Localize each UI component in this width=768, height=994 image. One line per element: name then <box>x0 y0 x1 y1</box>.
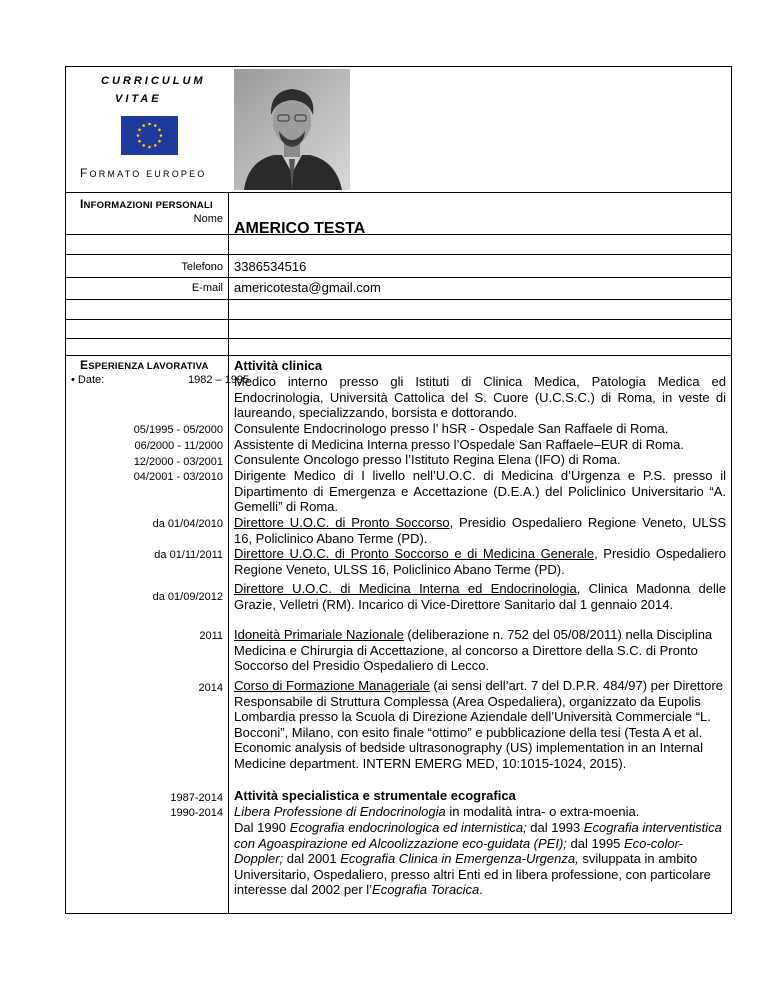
entry-text: Medico interno presso gli Istituti di Clinica Medica, Patologia Medica ed Endocrinologia, Università Cattolica del S. Cuore (U.C.S.C.) di Roma, in veste di laureando, specializzando, borsista e dottorando. <box>234 374 726 421</box>
entry-date: 06/2000 - 11/2000 <box>134 440 223 452</box>
phone-label: Telefono <box>181 261 223 273</box>
heading-ultrasound-activity: Attività specialistica e strumentale ecografica <box>234 788 516 803</box>
entry-text <box>234 581 726 612</box>
section-rest: NFORMAZIONI PERSONALI <box>83 200 213 211</box>
entry-role: Direttore U.O.C. di Medicina Interna ed Endocrinologia <box>234 581 577 596</box>
entry-text: Dirigente Medico di I livello nell’U.O.C. di Medicina d’Urgenza e P.S. presso il Dipartimento di Emergenza e Accettazione (D.E.A.) del Policlinico Universitario “A. Gemelli” di Roma. <box>234 468 726 515</box>
cv-title <box>101 72 206 108</box>
formato-rest: ORMATO EUROPEO <box>89 169 207 179</box>
section-rest: SPERIENZA LAVORATIVA <box>88 361 209 372</box>
eu-flag-icon <box>121 116 178 155</box>
entry-detail: (ai sensi dell’art. 7 del D.P.R. 484/97) per Direttore Responsabile di Struttura Complessa (Area Ospedaliera), organizzato da Eupolis Lombardia presso la Scuola di Direzione Aziendale dell’Università Commerciale “L. Bocconi”, Milano, con esito finale “ottimo” e pubblicazione della tesi (Testa A et al. Economic analysis of bedside ultrasonography (US) implementation in an Internal Medicine department. INTERN EMERG MED, 10:1015-1024, 2015). <box>234 678 723 771</box>
email-value[interactable]: americotesta@gmail.com <box>234 280 381 295</box>
entry-date: 04/2001 - 03/2010 <box>133 471 223 483</box>
heading-clinical-activity: Attività clinica <box>234 358 323 373</box>
row-divider <box>65 319 732 320</box>
cv-title-line1: CURRICULUM <box>101 75 206 87</box>
formato-initial: F <box>80 166 90 180</box>
entry-date: 2014 <box>198 682 223 694</box>
entry-detail: , Presidio Ospedaliero Regione Veneto, ULSS 16, Policlinico Abano Terme (PD). <box>234 515 727 546</box>
entry-date: 1987-2014 <box>170 792 223 804</box>
entry-detail: , Clinica Madonna delle Grazie, Velletri (RM). Incarico di Vice-Direttore Sanitario dal 1 gennaio 2014. <box>234 581 726 612</box>
entry-date: 2011 <box>199 630 223 642</box>
text-run: . <box>479 882 483 898</box>
section-personal-info <box>80 197 213 211</box>
entry-date: 12/2000 - 03/2001 <box>133 456 223 468</box>
text-run: Ecografia interventistica con Agoaspirazione ed Alcoolizzazione eco-guidata (PEI); <box>234 820 722 851</box>
section-work-experience <box>80 358 209 372</box>
row-divider <box>65 277 732 278</box>
entry-text <box>234 546 726 577</box>
entry-date: 05/1995 - 05/2000 <box>133 424 223 436</box>
phone-value: 3386534516 <box>234 259 307 274</box>
row-divider <box>65 338 732 339</box>
entry-role: Idoneità Primariale Nazionale <box>234 627 404 642</box>
entry-text: Assistente di Medicina Interna presso l’Ospedale San Raffaele–EUR di Roma. <box>234 437 684 452</box>
row-divider <box>65 254 732 255</box>
section-initial: I <box>80 197 84 211</box>
entry-text <box>234 678 726 772</box>
section-initial: E <box>80 358 89 372</box>
entry-text <box>234 627 726 674</box>
entry-text <box>234 820 726 898</box>
column-divider <box>228 192 229 914</box>
text-run: sviluppata in ambito Universitario, Ospedaliero, presso altri Enti ed in libera professione, con particolare interesse dal 2002 per l’ <box>234 851 711 898</box>
row-divider <box>65 299 732 300</box>
entry-date: 1990-2014 <box>170 807 223 819</box>
entry-date: da 01/11/2011 <box>154 549 223 561</box>
entry-text: Consulente Endocrinologo presso l’ hSR - Ospedale San Raffaele di Roma. <box>234 421 669 436</box>
entry-detail: (deliberazione n. 752 del 05/08/2011) nella Disciplina Medicina e Chirurgia di Accettazione, al concorso a Direttore della S.C. di Pronto Soccorso del Presidio Ospedaliero di Lecco. <box>234 627 713 674</box>
entry-detail: in modalità intra- o extra-moenia. <box>445 804 640 819</box>
text-run: dal 1993 <box>526 820 584 835</box>
person-name: AMERICO TESTA <box>234 220 366 237</box>
cv-title-line2: VITAE <box>115 93 162 105</box>
entry-text <box>234 515 726 546</box>
entry-date: da 01/09/2012 <box>152 591 223 603</box>
email-label: E-mail <box>191 282 223 294</box>
entry-text <box>234 804 726 820</box>
entry-detail: , Presidio Ospedaliero Regione Veneto, ULSS 16, Policlinico Abano Terme (PD). <box>234 546 726 577</box>
text-run: dal 2001 <box>283 851 341 867</box>
text-run: Dal 1990 <box>234 820 290 835</box>
text-run: Eco-color-Doppler; <box>234 835 684 867</box>
text-run: Ecografia Clinica in Emergenza-Urgenza, <box>340 851 579 867</box>
entry-role: Direttore U.O.C. di Pronto Soccorso <box>234 515 450 530</box>
formato-europeo <box>80 166 207 180</box>
entry-text: Consulente Oncologo presso l’Istituto Regina Elena (IFO) di Roma. <box>234 452 621 467</box>
text-run: Ecografia endocrinologica ed internistica; <box>289 820 527 835</box>
row-divider <box>65 192 732 193</box>
date-range: 1982 – 1995 <box>188 374 250 386</box>
text-run: Ecografia Toracica <box>372 882 480 898</box>
entry-role: Libera Professione di Endocrinologia <box>234 804 446 819</box>
row-divider <box>65 234 732 235</box>
row-divider <box>65 355 732 356</box>
name-label: Nome <box>193 213 223 225</box>
entry-role: Direttore U.O.C. di Pronto Soccorso e di Medicina Generale <box>234 546 595 561</box>
entry-date: da 01/04/2010 <box>152 518 223 530</box>
date-label: • Date: <box>71 374 105 386</box>
text-run: dal 1995 <box>566 835 625 851</box>
profile-photo <box>234 69 350 190</box>
entry-role: Corso di Formazione Manageriale <box>234 678 430 693</box>
